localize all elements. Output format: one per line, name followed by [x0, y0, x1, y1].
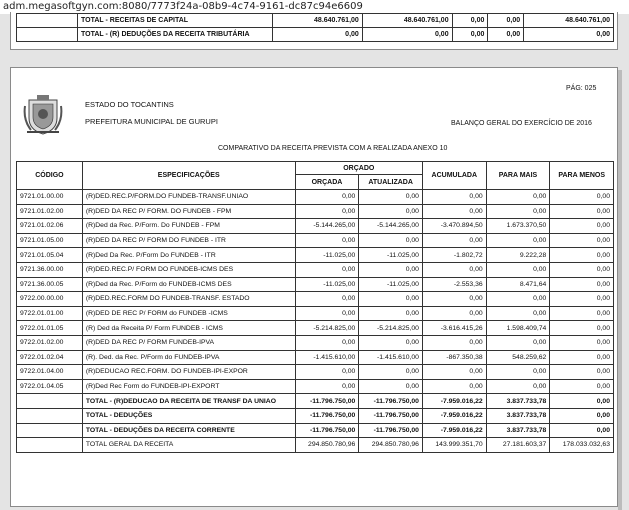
para-menos-cell: 0,00 [550, 350, 614, 365]
code-cell: 9721.01.02.06 [17, 219, 83, 234]
orcada-cell: 0,00 [295, 365, 359, 380]
page-shadow [618, 70, 622, 510]
table-row [17, 292, 614, 307]
col-orcado: ORÇADO [295, 162, 422, 175]
table-row [17, 233, 614, 248]
atualizada-cell: 0,00 [362, 28, 452, 42]
table-row [17, 335, 614, 350]
spec-cell: (R)DED DA REC P/ FORM DO FUNDEB - ITR [82, 233, 295, 248]
code-cell [17, 14, 78, 28]
atualizada-cell: -11.796.750,00 [359, 394, 423, 409]
orcada-cell: -1.415.610,00 [295, 350, 359, 365]
revenue-comparison-table [16, 161, 614, 453]
para-menos-cell: 0,00 [550, 262, 614, 277]
para-mais-cell: 548.259,62 [486, 350, 550, 365]
orcada-cell: 0,00 [273, 28, 363, 42]
atualizada-cell: 0,00 [359, 233, 423, 248]
browser-url[interactable]: adm.megasoftgyn.com:8080/7773f24a-08b9-4c74-9161-dc87c94e6609 [0, 0, 629, 14]
spec-cell: TOTAL - RECEITAS DE CAPITAL [78, 14, 273, 28]
table-row [17, 365, 614, 380]
atualizada-cell: 0,00 [359, 379, 423, 394]
para-menos-cell: 0,00 [550, 408, 614, 423]
para-mais-cell: 0,00 [486, 306, 550, 321]
acumulada-cell: 0,00 [422, 190, 486, 205]
col-atualizada: ATUALIZADA [359, 175, 423, 190]
para-menos-cell: 0,00 [550, 292, 614, 307]
atualizada-cell: -5.214.825,00 [359, 321, 423, 336]
col-para-mais: PARA MAIS [486, 162, 550, 190]
table-row [17, 262, 614, 277]
spec-cell: TOTAL - (R)DEDUCAO DA RECEITA DE TRANSF DA UNIAO [82, 394, 295, 409]
para-mais-cell: 1.598.409,74 [486, 321, 550, 336]
para-menos-cell: 0,00 [550, 190, 614, 205]
state-name: ESTADO DO TOCANTINS [85, 100, 174, 109]
orcada-cell: -11.796.750,00 [295, 408, 359, 423]
code-cell: 9722.01.01.05 [17, 321, 83, 336]
report-page [10, 67, 618, 507]
acumulada-cell: 0,00 [422, 379, 486, 394]
code-cell [17, 394, 83, 409]
acumulada-cell: 0,00 [422, 233, 486, 248]
table-row [17, 379, 614, 394]
para-mais-cell: 0,00 [486, 335, 550, 350]
table-row [17, 277, 614, 292]
orcada-cell: -11.025,00 [295, 248, 359, 263]
para-mais-cell: 3.837.733,78 [486, 394, 550, 409]
previous-page-fragment [10, 12, 618, 50]
acumulada-cell: -3.470.894,50 [422, 219, 486, 234]
municipality-name: PREFEITURA MUNICIPAL DE GURUPI [85, 117, 218, 126]
spec-cell: TOTAL GERAL DA RECEITA [82, 438, 295, 453]
atualizada-cell: -11.796.750,00 [359, 408, 423, 423]
col-orcada: ORÇADA [295, 175, 359, 190]
orcada-cell: 294.850.780,96 [295, 438, 359, 453]
col-para-menos: PARA MENOS [550, 162, 614, 190]
acumulada-cell: -2.553,36 [422, 277, 486, 292]
orcada-cell: -5.144.265,00 [295, 219, 359, 234]
table-row [17, 248, 614, 263]
table-row [17, 438, 614, 453]
acumulada-cell: 0,00 [422, 365, 486, 380]
acumulada-cell: -7.959.016,22 [422, 423, 486, 438]
spec-cell: (R)DED DA REC P/ FORM. DO FUNDEB - FPM [82, 204, 295, 219]
table-row [17, 423, 614, 438]
para-mais-cell: 0,00 [486, 190, 550, 205]
report-title: BALANÇO GERAL DO EXERCÍCIO DE 2016 [451, 120, 592, 127]
orcada-cell: -5.214.825,00 [295, 321, 359, 336]
spec-cell: (R)Ded Rec Form do FUNDEB-IPI-EXPORT [82, 379, 295, 394]
table-row [17, 190, 614, 205]
acumulada-cell: -7.959.016,22 [422, 408, 486, 423]
orcada-cell: -11.796.750,00 [295, 423, 359, 438]
atualizada-cell: -5.144.265,00 [359, 219, 423, 234]
acumulada-cell: 0,00 [422, 262, 486, 277]
para-menos-cell: 0,00 [550, 423, 614, 438]
para-mais-cell: 0,00 [486, 379, 550, 394]
code-cell: 9721.36.00.05 [17, 277, 83, 292]
code-cell: 9721.01.05.04 [17, 248, 83, 263]
atualizada-cell: 294.850.780,96 [359, 438, 423, 453]
spec-cell: TOTAL - DEDUÇÕES [82, 408, 295, 423]
para-menos-cell: 0,00 [550, 248, 614, 263]
para-mais-cell: 0,00 [486, 365, 550, 380]
para-mais-cell: 8.471,64 [486, 277, 550, 292]
para-mais-cell: 1.673.370,50 [486, 219, 550, 234]
para-menos-cell: 0,00 [550, 233, 614, 248]
atualizada-cell: 0,00 [359, 292, 423, 307]
page-number: PÁG: 025 [566, 85, 597, 92]
para-mais-cell: 0,00 [486, 233, 550, 248]
orcada-cell: 48.640.761,00 [273, 14, 363, 28]
para-mais-cell: 0,00 [488, 28, 524, 42]
atualizada-cell: 0,00 [359, 204, 423, 219]
table-row [17, 350, 614, 365]
code-cell [17, 438, 83, 453]
code-cell: 9721.01.02.00 [17, 204, 83, 219]
atualizada-cell: -11.025,00 [359, 248, 423, 263]
para-menos-cell: 0,00 [550, 219, 614, 234]
table-row [17, 219, 614, 234]
para-mais-cell: 27.181.603,37 [486, 438, 550, 453]
report-subtitle: COMPARATIVO DA RECEITA PREVISTA COM A REALIZADA ANEXO 10 [218, 145, 448, 152]
spec-cell: (R). Ded. da Rec. P/Form do FUNDEB-IPVA [82, 350, 295, 365]
orcada-cell: 0,00 [295, 306, 359, 321]
code-cell [17, 423, 83, 438]
atualizada-cell: 0,00 [359, 365, 423, 380]
para-menos-cell: 48.640.761,00 [524, 14, 614, 28]
para-menos-cell: 0,00 [550, 321, 614, 336]
coat-of-arms-icon [23, 92, 63, 136]
code-cell: 9722.01.01.00 [17, 306, 83, 321]
code-cell: 9722.00.00.00 [17, 292, 83, 307]
table-row [17, 204, 614, 219]
acumulada-cell: 0,00 [452, 28, 488, 42]
code-cell: 9721.01.05.00 [17, 233, 83, 248]
code-cell: 9722.01.02.04 [17, 350, 83, 365]
para-menos-cell: 0,00 [550, 204, 614, 219]
atualizada-cell: 0,00 [359, 262, 423, 277]
code-cell: 9722.01.04.05 [17, 379, 83, 394]
spec-cell: (R) Ded da Receita P/ Form FUNDEB - ICMS [82, 321, 295, 336]
code-cell [17, 408, 83, 423]
col-acumulada: ACUMULADA [422, 162, 486, 190]
atualizada-cell: -1.415.610,00 [359, 350, 423, 365]
atualizada-cell: 48.640.761,00 [362, 14, 452, 28]
orcada-cell: 0,00 [295, 262, 359, 277]
spec-cell: (R)DED.REC.P/ FORM DO FUNDEB-ICMS DES [82, 262, 295, 277]
table-row [17, 394, 614, 409]
spec-cell: (R)DED.REC.FORM DO FUNDEB-TRANSF. ESTADO [82, 292, 295, 307]
code-cell [17, 28, 78, 42]
table-header-row [17, 162, 614, 175]
acumulada-cell: 0,00 [422, 204, 486, 219]
table-row [17, 306, 614, 321]
spec-cell: (R)DED.REC.P/FORM.DO FUNDEB-TRANSF.UNIAO [82, 190, 295, 205]
col-codigo: CÓDIGO [17, 162, 83, 190]
previous-page-table [16, 13, 614, 42]
code-cell: 9721.01.00.00 [17, 190, 83, 205]
code-cell: 9722.01.02.00 [17, 335, 83, 350]
table-row [17, 28, 614, 42]
orcada-cell: 0,00 [295, 335, 359, 350]
para-mais-cell: 0,00 [486, 204, 550, 219]
orcada-cell: 0,00 [295, 233, 359, 248]
atualizada-cell: -11.796.750,00 [359, 423, 423, 438]
spec-cell: (R)DEDUCAO REC.FORM. DO FUNDEB-IPI-EXPOR [82, 365, 295, 380]
para-menos-cell: 0,00 [550, 277, 614, 292]
para-mais-cell: 0,00 [486, 262, 550, 277]
acumulada-cell: 0,00 [452, 14, 488, 28]
orcada-cell: 0,00 [295, 190, 359, 205]
spec-cell: (R)DED DA REC P/ FORM FUNDEB-IPVA [82, 335, 295, 350]
spec-cell: (R)DED DE REC P/ FORM do FUNDEB -ICMS [82, 306, 295, 321]
orcada-cell: -11.796.750,00 [295, 394, 359, 409]
table-row [17, 408, 614, 423]
orcada-cell: 0,00 [295, 292, 359, 307]
atualizada-cell: -11.025,00 [359, 277, 423, 292]
table-row [17, 321, 614, 336]
para-menos-cell: 0,00 [550, 379, 614, 394]
acumulada-cell: -867.350,38 [422, 350, 486, 365]
orcada-cell: 0,00 [295, 379, 359, 394]
acumulada-cell: 0,00 [422, 306, 486, 321]
atualizada-cell: 0,00 [359, 335, 423, 350]
col-especificacoes: ESPECIFICAÇÕES [82, 162, 295, 190]
orcada-cell: -11.025,00 [295, 277, 359, 292]
orcada-cell: 0,00 [295, 204, 359, 219]
para-menos-cell: 0,00 [550, 394, 614, 409]
para-mais-cell: 3.837.733,78 [486, 423, 550, 438]
spec-cell: TOTAL - (R) DEDUÇÕES DA RECEITA TRIBUTÁRIA [78, 28, 273, 42]
acumulada-cell: 0,00 [422, 292, 486, 307]
acumulada-cell: -1.802,72 [422, 248, 486, 263]
para-menos-cell: 0,00 [550, 365, 614, 380]
spec-cell: (R)Ded Da Rec. P/Form Do FUNDEB - ITR [82, 248, 295, 263]
acumulada-cell: -7.959.016,22 [422, 394, 486, 409]
code-cell: 9721.36.00.00 [17, 262, 83, 277]
para-mais-cell: 3.837.733,78 [486, 408, 550, 423]
para-menos-cell: 0,00 [550, 306, 614, 321]
spec-cell: (R)Ded da Rec. P/Form do FUNDEB-ICMS DES [82, 277, 295, 292]
spec-cell: TOTAL - DEDUÇÕES DA RECEITA CORRENTE [82, 423, 295, 438]
para-mais-cell: 0,00 [488, 14, 524, 28]
table-row [17, 14, 614, 28]
atualizada-cell: 0,00 [359, 306, 423, 321]
spec-cell: (R)Ded da Rec. P/Form. Do FUNDEB - FPM [82, 219, 295, 234]
para-menos-cell: 0,00 [550, 335, 614, 350]
atualizada-cell: 0,00 [359, 190, 423, 205]
acumulada-cell: 0,00 [422, 335, 486, 350]
para-mais-cell: 0,00 [486, 292, 550, 307]
para-mais-cell: 9.222,28 [486, 248, 550, 263]
para-menos-cell: 178.033.032,63 [550, 438, 614, 453]
acumulada-cell: -3.616.415,26 [422, 321, 486, 336]
para-menos-cell: 0,00 [524, 28, 614, 42]
code-cell: 9722.01.04.00 [17, 365, 83, 380]
acumulada-cell: 143.999.351,70 [422, 438, 486, 453]
